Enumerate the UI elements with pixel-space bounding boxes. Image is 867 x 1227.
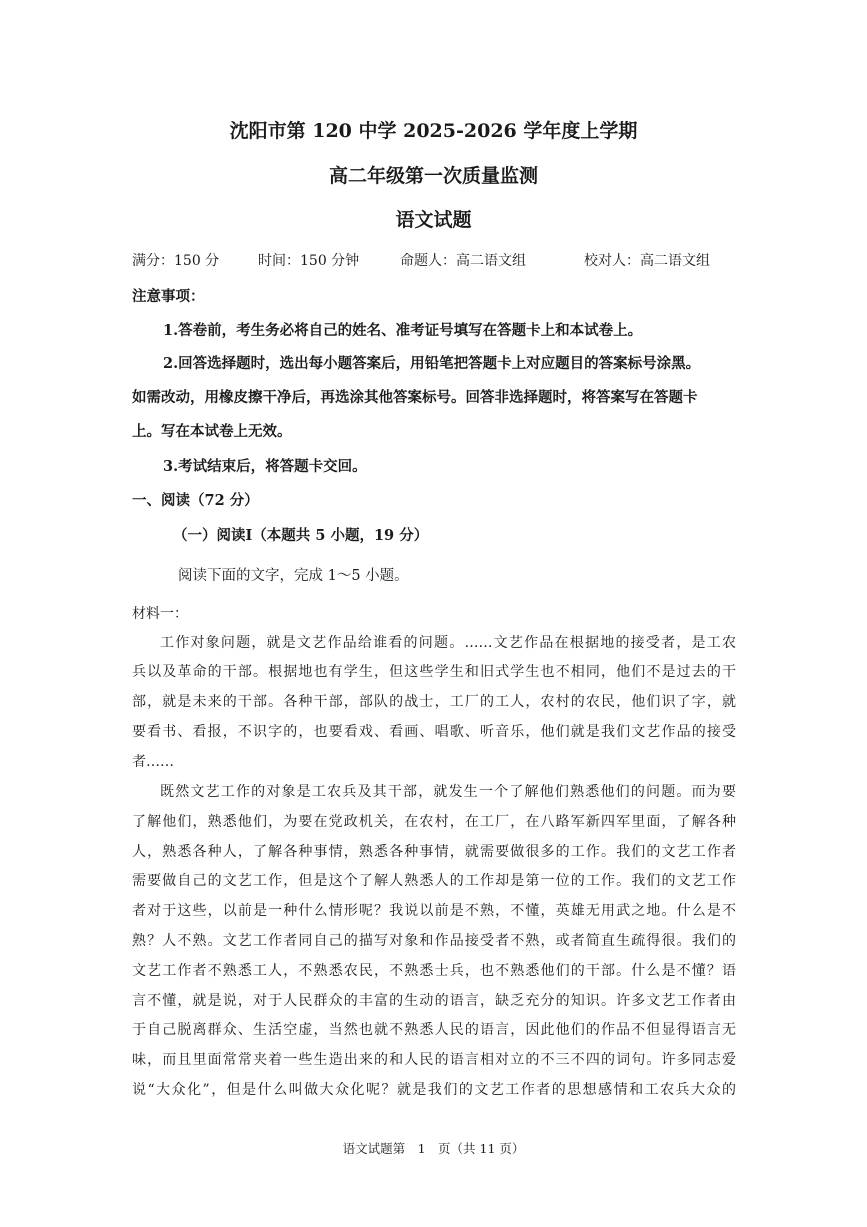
meta-reviewer: 校对人：高二语文组 (584, 253, 710, 269)
notice-item-2-line-2: 如需改动，用橡皮擦干净后，再选涂其他答案标号。回答非选择题时，将答案写在答题卡 (132, 389, 698, 406)
paragraph-line: 要看书、看报，不识字的，也要看戏、看画、唱歌、听音乐，他们就是我们文艺作品的接受 (132, 724, 736, 740)
paragraph-line: 兵以及革命的干部。根据地也有学生，但这些学生和旧式学生也不相同，他们不是过去的干 (132, 664, 736, 680)
paragraph-line: 味，而且里面常常夹着一些生造出来的和人民的语言相对立的不三不四的词句。许多同志爱 (132, 1052, 736, 1068)
paragraph-line: 部，就是未来的干部。各种干部，部队的战士，工厂的工人，农村的农民，他们识了字，就 (132, 694, 736, 710)
paragraph-line: 熟？人不熟。文艺工作者同自己的描写对象和作品接受者不熟，或者简直生疏得很。我们的 (132, 933, 736, 949)
paragraph-line: 人，熟悉各种人，了解各种事情，熟悉各种事情，就需要做很多的工作。我们的文艺工作者 (132, 844, 736, 860)
paragraph-line: 既然文艺工作的对象是工农兵及其干部，就发生一个了解他们熟悉他们的问题。而为要 (160, 784, 736, 800)
notice-item-2-line-3: 上。写在本试卷上无效。 (132, 423, 292, 440)
meta-author: 命题人：高二语文组 (400, 253, 526, 269)
paragraph-line: 者对于这些，以前是一种什么情形呢？我说以前是不熟，不懂，英雄无用武之地。什么是不 (132, 903, 736, 919)
paragraph-line: 需要做自己的文艺工作，但是这个了解人熟悉人的工作却是第一位的工作。我们的文艺工作 (132, 873, 736, 889)
paragraph-line: 工作对象问题，就是文艺作品给谁看的问题。……文艺作品在根据地的接受者，是工农 (160, 635, 736, 651)
exam-title-school: 沈阳市第 120 中学 2025-2026 学年度上学期 (229, 120, 638, 142)
paragraph-line: 了解他们，熟悉他们，为要在党政机关，在农村，在工厂，在八路军新四军里面，了解各种 (132, 814, 736, 830)
notice-item-3: 3.考试结束后，将答题卡交回。 (163, 458, 367, 475)
paragraph-line: 言不懂，就是说，对于人民群众的丰富的生动的语言，缺乏充分的知识。许多文艺工作者由 (132, 993, 736, 1009)
exam-title-subject: 语文试题 (395, 209, 472, 231)
reading-instruction: 阅读下面的文字，完成 1～5 小题。 (178, 568, 409, 584)
page-footer: 语文试题第 1 页（共 11 页） (342, 1141, 525, 1156)
notice-item-1: 1.答卷前，考生务必将自己的姓名、准考证号填写在答题卡上和本试卷上。 (163, 322, 643, 339)
notice-item-2-line-1: 2.回答选择题时，选出每小题答案后，用铅笔把答题卡上对应题目的答案标号涂黑。 (163, 355, 701, 372)
meta-time: 时间：150 分钟 (258, 253, 360, 269)
meta-score: 满分：150 分 (132, 253, 220, 269)
paragraph-line: 文艺工作者不熟悉工人，不熟悉农民，不熟悉士兵，也不熟悉他们的干部。什么是不懂？语 (132, 963, 736, 979)
section-heading: 一、阅读（72 分） (132, 492, 259, 509)
material-label: 材料一： (132, 606, 188, 622)
paragraph-line: 者…… (132, 754, 174, 770)
exam-title-grade: 高二年级第一次质量监测 (328, 165, 538, 187)
paragraph-line: 说“大众化”，但是什么叫做大众化呢？就是我们的文艺工作者的思想感情和工农兵大众的 (132, 1082, 736, 1098)
notice-heading: 注意事项： (132, 288, 205, 305)
paragraph-line: 于自己脱离群众、生活空虚，当然也就不熟悉人民的语言，因此他们的作品不但显得语言无 (132, 1022, 736, 1038)
sub-section-heading: （一）阅读Ⅰ（本题共 5 小题，19 分） (173, 527, 429, 544)
